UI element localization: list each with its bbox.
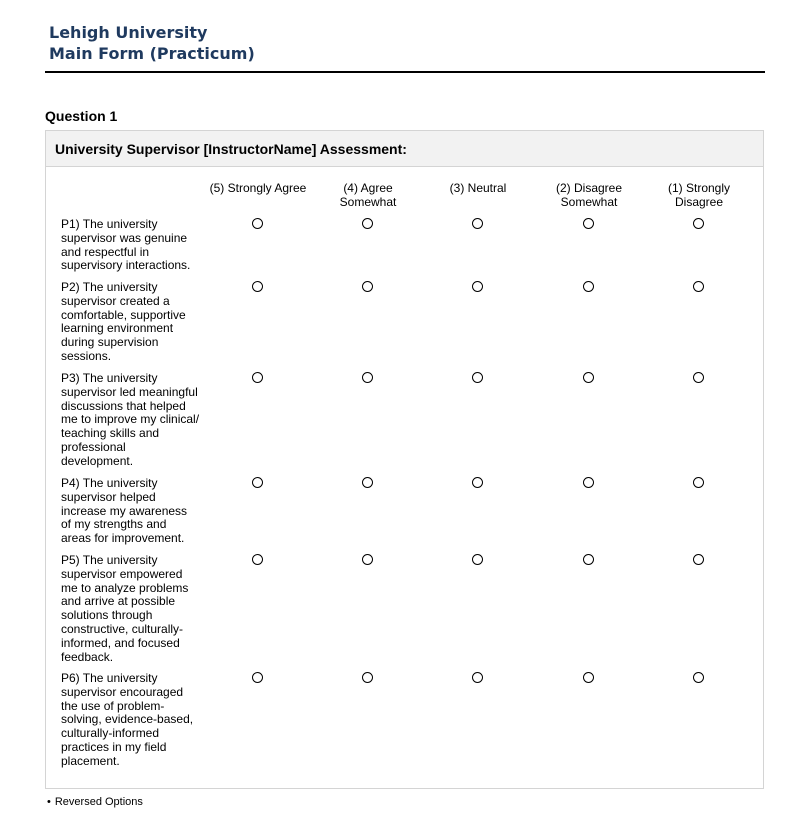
statement-line: informed, and focused xyxy=(61,635,180,650)
statement-line: practices in my field xyxy=(61,739,167,754)
radio-p5-option-3[interactable] xyxy=(472,554,483,565)
radio-p1-option-5[interactable] xyxy=(252,218,263,229)
radio-p3-option-4[interactable] xyxy=(362,372,373,383)
statement-line: constructive, culturally- xyxy=(61,621,184,636)
scale-header-line: Disagree xyxy=(674,195,724,209)
statement-line: P6) The university xyxy=(61,671,158,685)
statement-line: culturally-informed xyxy=(61,726,160,741)
radio-p3-option-5[interactable] xyxy=(252,372,263,383)
radio-p3-option-1[interactable] xyxy=(693,372,704,383)
statement-line: P2) The university xyxy=(61,280,158,294)
statement-line: learning environment xyxy=(61,321,174,336)
radio-p4-option-2[interactable] xyxy=(583,477,594,488)
scale-header-line: Somewhat xyxy=(560,195,618,209)
radio-p1-option-4[interactable] xyxy=(362,218,373,229)
statement-2 xyxy=(61,281,201,364)
scale-header-line: (3) Neutral xyxy=(449,181,507,195)
statement-line: areas for improvement. xyxy=(61,531,185,546)
statement-line: placement. xyxy=(61,753,120,768)
radio-p1-option-1[interactable] xyxy=(693,218,704,229)
question-title: University Supervisor [InstructorName] Assessment: xyxy=(46,131,763,167)
statement-line: supervisor encouraged xyxy=(61,684,184,699)
radio-p3-option-2[interactable] xyxy=(583,372,594,383)
statement-line: during supervision xyxy=(61,335,159,350)
statement-line: supervisor led meaningful xyxy=(61,384,198,399)
statement-line: of my strengths and xyxy=(61,517,167,532)
statement-line: supervisor was genuine xyxy=(61,230,188,245)
radio-p2-option-5[interactable] xyxy=(252,281,263,292)
statement-line: the use of problem- xyxy=(61,698,165,713)
radio-p6-option-3[interactable] xyxy=(472,672,483,683)
radio-p6-option-2[interactable] xyxy=(583,672,594,683)
institution-name: Lehigh University xyxy=(49,23,208,42)
radio-p5-option-1[interactable] xyxy=(693,554,704,565)
radio-p4-option-1[interactable] xyxy=(693,477,704,488)
radio-p4-option-4[interactable] xyxy=(362,477,373,488)
statement-line: professional xyxy=(61,439,126,454)
scale-header-line: (2) Disagree xyxy=(555,181,623,195)
statement-line: and arrive at possible xyxy=(61,594,176,609)
question-label: Question 1 xyxy=(45,108,118,124)
statement-line: me to improve my clinical/ xyxy=(61,412,200,427)
statement-line: teaching skills and xyxy=(61,426,160,441)
scale-header-5 xyxy=(203,181,313,195)
header-divider xyxy=(45,71,765,73)
footnote-text: Reversed Options xyxy=(54,796,143,808)
statement-line: development. xyxy=(61,453,134,468)
scale-header-4 xyxy=(313,181,423,209)
statement-5 xyxy=(61,554,201,664)
scale-header-3 xyxy=(423,181,533,195)
radio-p5-option-2[interactable] xyxy=(583,554,594,565)
statement-line: P1) The university xyxy=(61,217,158,231)
form-name: Main Form (Practicum) xyxy=(49,44,255,63)
scale-header-line: Somewhat xyxy=(339,195,397,209)
radio-p1-option-2[interactable] xyxy=(583,218,594,229)
scale-header-line: (1) Strongly xyxy=(667,181,731,195)
statement-line: P4) The university xyxy=(61,476,158,490)
radio-p2-option-1[interactable] xyxy=(693,281,704,292)
scale-header-1 xyxy=(644,181,754,209)
statement-3 xyxy=(61,372,201,469)
radio-p6-option-5[interactable] xyxy=(252,672,263,683)
scale-header-line: (4) Agree xyxy=(343,181,393,195)
statement-line: P3) The university xyxy=(61,371,158,385)
statement-line: solving, evidence-based, xyxy=(61,712,194,727)
form-header xyxy=(49,22,255,64)
radio-p6-option-4[interactable] xyxy=(362,672,373,683)
radio-p6-option-1[interactable] xyxy=(693,672,704,683)
statement-line: P5) The university xyxy=(61,553,158,567)
statement-line: discussions that helped xyxy=(61,398,186,413)
radio-p3-option-3[interactable] xyxy=(472,372,483,383)
radio-p5-option-5[interactable] xyxy=(252,554,263,565)
radio-p2-option-4[interactable] xyxy=(362,281,373,292)
radio-p2-option-2[interactable] xyxy=(583,281,594,292)
statement-line: supervisory interactions. xyxy=(61,258,191,273)
radio-p2-option-3[interactable] xyxy=(472,281,483,292)
radio-p1-option-3[interactable] xyxy=(472,218,483,229)
scale-header-line: (5) Strongly Agree xyxy=(209,181,307,195)
statement-6 xyxy=(61,672,201,769)
radio-p4-option-5[interactable] xyxy=(252,477,263,488)
statement-line: feedback. xyxy=(61,649,114,664)
radio-p4-option-3[interactable] xyxy=(472,477,483,488)
footnote xyxy=(47,796,143,808)
statement-1 xyxy=(61,218,201,273)
scale-header-2 xyxy=(534,181,644,209)
statement-line: sessions. xyxy=(61,348,112,363)
bullet-icon: • xyxy=(47,796,51,808)
statement-line: me to analyze problems xyxy=(61,580,189,595)
statement-line: supervisor empowered xyxy=(61,566,183,581)
statement-line: and respectful in xyxy=(61,244,150,259)
statement-4 xyxy=(61,477,201,546)
statement-line: supervisor helped xyxy=(61,489,156,504)
statement-line: solutions through xyxy=(61,608,153,623)
statement-line: supervisor created a xyxy=(61,293,170,308)
statement-line: comfortable, supportive xyxy=(61,307,186,322)
statement-line: increase my awareness xyxy=(61,503,188,518)
radio-p5-option-4[interactable] xyxy=(362,554,373,565)
